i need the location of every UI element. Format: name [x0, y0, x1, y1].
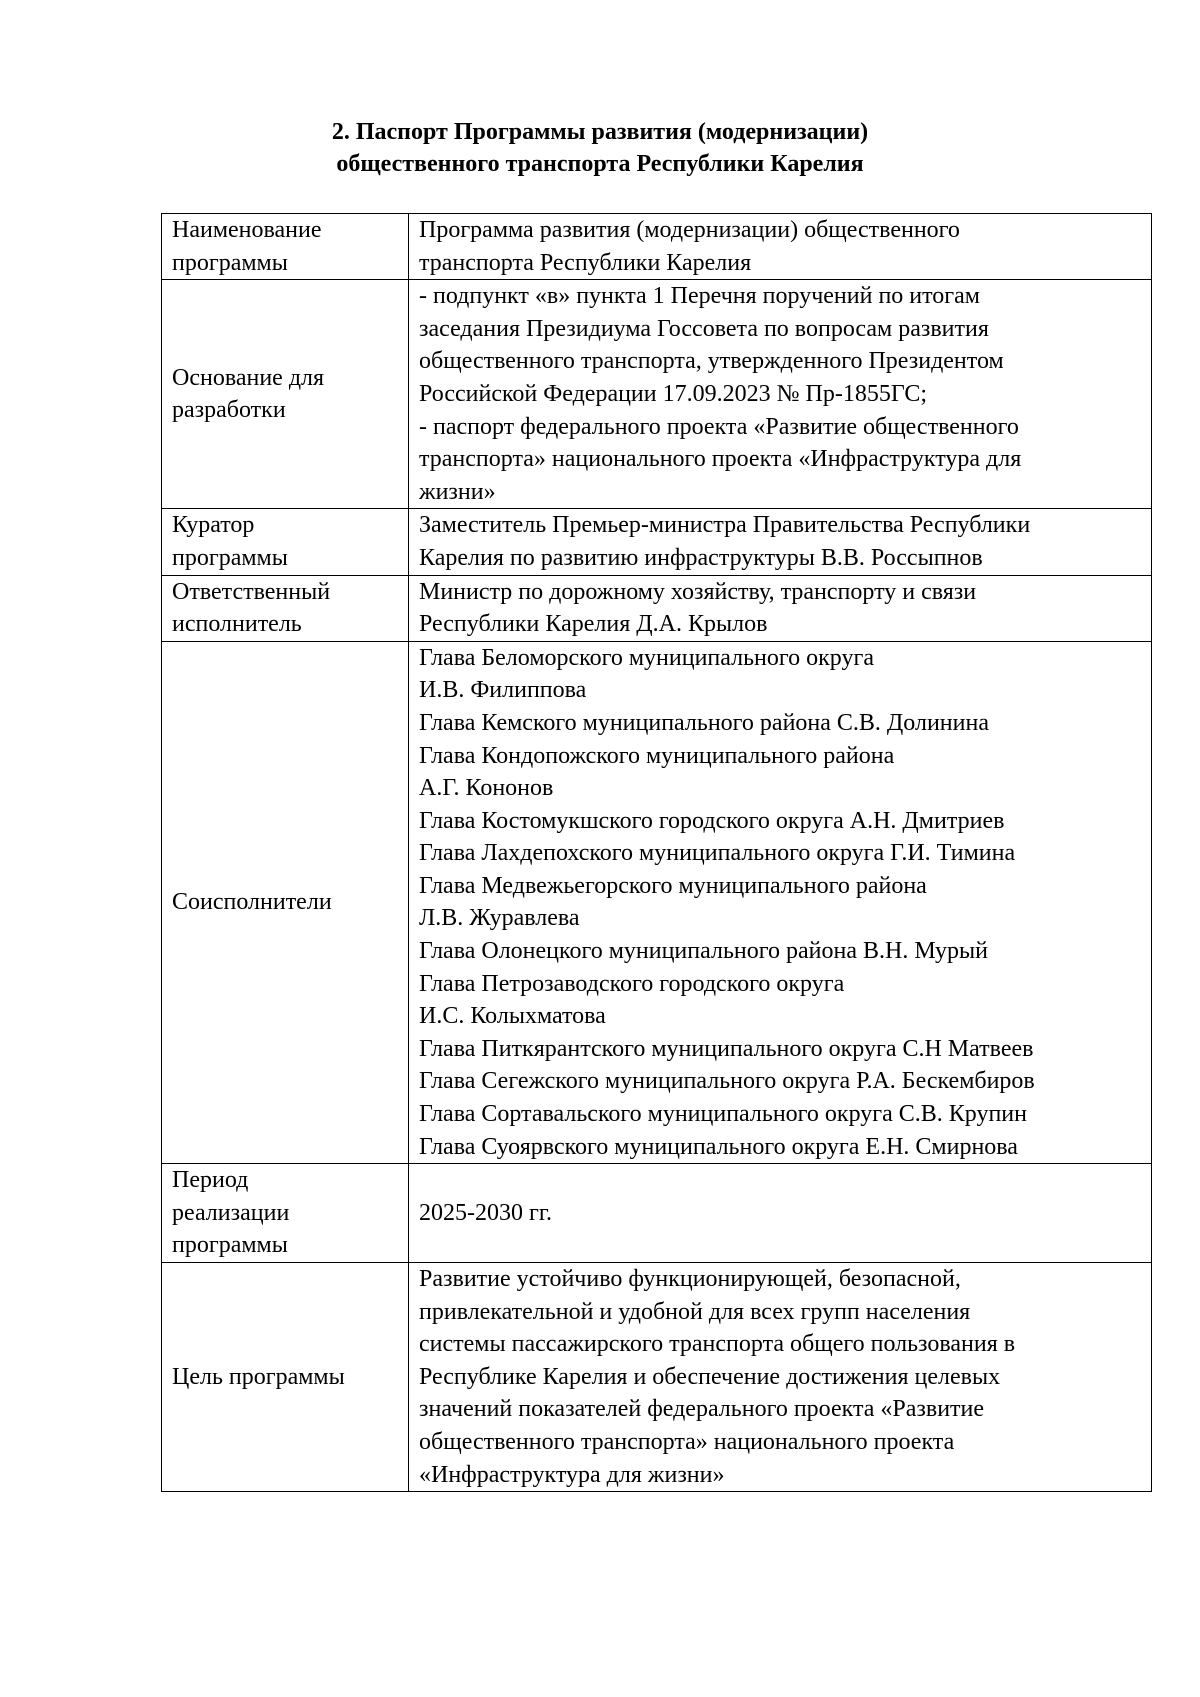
value-line: Глава Сортавальского муниципального округа С.В. Крупин: [419, 1101, 1027, 1128]
row-value: [409, 641, 1152, 1164]
table-row-period: [162, 1164, 1152, 1263]
program-passport-table: [161, 213, 1152, 1492]
label-line: Основание для: [172, 364, 325, 391]
value-line: 2025-2030 гг.: [419, 1199, 552, 1226]
value-line: А.Г. Кононов: [419, 775, 554, 802]
label-line: Наименование: [172, 217, 322, 243]
table-row-curator: [162, 509, 1152, 575]
value-line: Л.В. Журавлева: [419, 905, 580, 932]
value-line: Республике Карелия и обеспечение достижения целевых: [419, 1363, 1001, 1390]
value-line: значений показателей федерального проекта «Развитие: [419, 1396, 985, 1423]
table-row-program-name: [162, 214, 1152, 280]
table-row-responsible: [162, 575, 1152, 641]
value-line: Республики Карелия Д.А. Крылов: [419, 611, 768, 638]
value-line: Заместитель Премьер-министра Правительства Республики: [419, 512, 1031, 539]
table-row-goal: [162, 1263, 1152, 1492]
value-line: Программа развития (модернизации) общественного: [419, 217, 960, 243]
row-label: [162, 1263, 409, 1492]
value-line: - подпункт «в» пункта 1 Перечня поручений по итогам: [419, 283, 980, 310]
label-line: Период: [172, 1167, 249, 1194]
page-title: [0, 116, 1200, 180]
row-value: [409, 509, 1152, 575]
value-line: И.С. Колыхматова: [419, 1003, 606, 1030]
value-line: жизни»: [419, 478, 496, 505]
label-line: Цель программы: [172, 1363, 345, 1390]
value-line: привлекательной и удобной для всех групп населения: [419, 1298, 971, 1325]
value-line: Карелия по развитию инфраструктуры В.В. Россыпнов: [419, 544, 983, 571]
value-line: Глава Питкярантского муниципального округа С.Н Матвеев: [419, 1035, 1034, 1062]
value-line: Глава Суоярвского муниципального округа Е.Н. Смирнова: [419, 1133, 1018, 1160]
label-line: программы: [172, 249, 288, 276]
row-label: [162, 641, 409, 1164]
label-line: Соисполнители: [172, 889, 332, 916]
value-line: Глава Беломорского муниципального округа: [419, 644, 874, 671]
value-line: - паспорт федерального проекта «Развитие общественного: [419, 413, 1019, 440]
label-line: программы: [172, 544, 288, 571]
value-line: Глава Кемского муниципального района С.В. Долинина: [419, 709, 989, 736]
value-line: общественного транспорта» национального проекта: [419, 1428, 955, 1455]
value-line: Развитие устойчиво функционирующей, безопасной,: [419, 1266, 961, 1292]
label-line: реализации: [172, 1199, 290, 1226]
table-row-basis: [162, 280, 1152, 509]
value-line: транспорта» национального проекта «Инфраструктура для: [419, 446, 1022, 473]
page-title-line: 2. Паспорт Программы развития (модернизации): [331, 119, 869, 145]
label-line: программы: [172, 1232, 288, 1259]
row-value: [409, 575, 1152, 641]
label-line: исполнитель: [172, 611, 302, 638]
row-label: [162, 509, 409, 575]
label-line: Ответственный: [172, 578, 331, 605]
row-label: [162, 575, 409, 641]
table-row-coexecutors: [162, 641, 1152, 1164]
row-label: [162, 214, 409, 280]
label-line: разработки: [172, 397, 286, 424]
value-line: Российской Федерации 17.09.2023 № Пр-1855ГС;: [419, 380, 928, 407]
row-label: [162, 1164, 409, 1263]
value-line: Глава Медвежьегорского муниципального района: [419, 872, 927, 899]
value-line: И.В. Филиппова: [419, 677, 587, 704]
row-value: [409, 280, 1152, 509]
value-line: общественного транспорта, утвержденного Президентом: [419, 348, 1004, 375]
value-line: Глава Костомукшского городского округа А.Н. Дмитриев: [419, 807, 1005, 834]
row-value: [409, 214, 1152, 280]
value-line: Министр по дорожному хозяйству, транспорту и связи: [419, 578, 977, 605]
row-label: [162, 280, 409, 509]
value-line: Глава Лахдепохского муниципального округа Г.И. Тимина: [419, 840, 1016, 867]
value-line: системы пассажирского транспорта общего пользования в: [419, 1331, 1016, 1358]
value-line: Глава Олонецкого муниципального района В.Н. Мурый: [419, 938, 989, 965]
value-line: транспорта Республики Карелия: [419, 249, 752, 276]
row-value: [409, 1263, 1152, 1492]
row-value: [409, 1164, 1152, 1263]
value-line: «Инфраструктура для жизни»: [419, 1461, 725, 1488]
value-line: заседания Президиума Госсовета по вопросам развития: [419, 315, 989, 342]
value-line: Глава Кондопожского муниципального района: [419, 742, 895, 769]
value-line: Глава Сегежского муниципального округа Р.А. Бескембиров: [419, 1068, 1035, 1095]
label-line: Куратор: [172, 512, 255, 539]
page-title-line: общественного транспорта Республики Карелия: [336, 151, 864, 177]
value-line: Глава Петрозаводского городского округа: [419, 970, 845, 997]
